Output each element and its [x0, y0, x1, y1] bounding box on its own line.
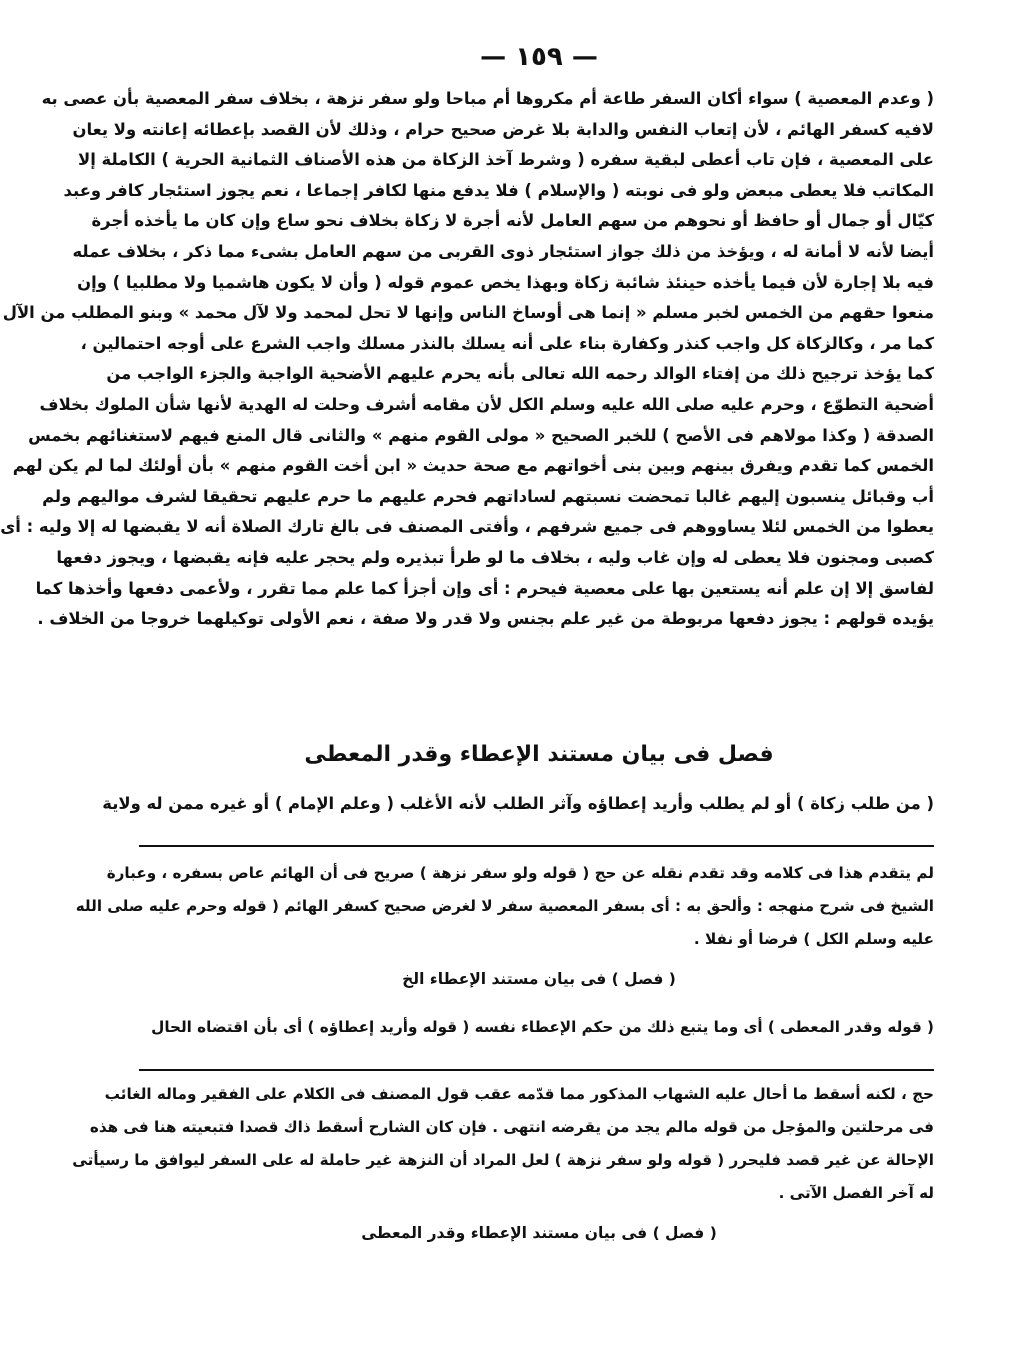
- section-first-line: ( من طلب زكاة ) أو لم يطلب وأريد إعطاؤه وآثر الطلب لأنه الأغلب ( وعلم الإمام ) أو غيره ممن له ولاية: [102, 794, 934, 813]
- section-heading: فصل فى بيان مستند الإعطاء وقدر المعطى: [304, 742, 774, 767]
- main-line: كما مر ، وكالزكاة كل واجب كنذر وكفارة بناء على أنه يسلك بالنذر مسلك واجب الشرع على أوجه احتمالين ،: [80, 333, 934, 353]
- main-line: فيه بلا إجارة لأن فيما يأخذه حينئذ شائبة زكاة وبهذا يخص عموم قوله ( وأن لا يكون هاشميا ولا مطلبيا ) وإن: [77, 272, 934, 292]
- main-line: كصبى ومجنون فلا يعطى له وإن غاب وليه ، بخلاف ما لو طرأ تبذيره ولم يحجر عليه فإنه يقبضها ، ويجوز دفعها: [56, 547, 934, 567]
- section-first-line-block: [102, 788, 934, 820]
- main-line: كيّال أو جمال أو حافظ أو نحوهم من سهم العامل لأنه أجرة لا زكاة بخلاف نحو ساع وإن كان ما يأخذه أجرة: [91, 211, 934, 231]
- main-line: منعوا حقهم من الخمس لخبر مسلم « إنما هى أوساخ الناس وإنها لا تحل لمحمد ولا لآل محمد » وبنو المطلب من الآل: [2, 303, 934, 323]
- footnote-line: الإحالة عن غير قصد فليحرر ( قوله ولو سفر نزهة ) لعل المراد أن النزهة غير حاملة له على السفر ليوافق ما رسيأتى: [72, 1151, 934, 1169]
- footnote-2-heading: ( فصل ) فى بيان مستند الإعطاء وقدر المعطى: [361, 1224, 717, 1242]
- footnote-line: الشيخ فى شرح منهجه : وألحق به : أى بسفر المعصية سفر لا لغرض صحيح كسفر الهائم ( قوله وحرم عليه صلى الله: [75, 897, 934, 915]
- main-line: أضحية التطوّع ، وحرم عليه صلى الله عليه وسلم الكل لأن مقامه أشرف وحلت له الهدية لأنها شأن الملوك بخلاف: [39, 394, 934, 414]
- footnote-line: حج ، لكنه أسقط ما أحال عليه الشهاب المذكور مما قدّمه عقب قول المصنف فى الكلام على الفقير وماله الغائب: [104, 1085, 934, 1103]
- main-line: الخمس كما تقدم ويفرق بينهم وبين بنى أخواتهم مع صحة حديث « ابن أخت القوم منهم » بأن أولئك لما لم يكن لهم: [12, 456, 934, 476]
- footnote-2: [72, 1078, 934, 1210]
- main-line: يعطوا من الخمس لئلا يساووهم فى جميع شرفهم ، وأفتى المصنف فى بالغ تارك الصلاة أنه لا يقبضها له إلا وليه : أى: [0, 517, 934, 537]
- footnote-1-heading: ( فصل ) فى بيان مستند الإعطاء الخ: [402, 970, 676, 988]
- main-line: كما يؤخذ ترجيح ذلك من إفتاء الوالد رحمه الله تعالى بأنه يحرم عليهم الأضحية الواجبة والجزء الواجب من: [106, 364, 934, 384]
- main-line: ( وعدم المعصية ) سواء أكان السفر طاعة أم مكروها أم مباحا ولو سفر نزهة ، بخلاف سفر المعصية بأن عصى به: [41, 89, 934, 108]
- footnote-1: [75, 857, 934, 956]
- footnote-line: فى مرحلتين والمؤجل من قوله مالم يجد من يقرضه انتهى . فإن كان الشارح أسقط ذاك قصدا فتبعيته هنا فى هذه: [89, 1118, 934, 1136]
- main-line: يؤيده قولهم : يجوز دفعها مربوطة من غير علم بجنس ولا قدر ولا صفة ، نعم الأولى توكيلهما خروجا من الخلاف .: [37, 609, 934, 629]
- footnote-line: لم يتقدم هذا فى كلامه وقد تقدم نقله عن حج ( قوله ولو سفر نزهة ) صريح فى أن الهائم عاص بسفره ، وعبارة: [106, 864, 934, 882]
- footnote-1-last: [139, 1011, 934, 1044]
- main-line: أب وقبائل ينسبون إليهم غالبا تمحضت نسبتهم لساداتهم فحرم عليهم ما حرم عليهم تحقيقا لشرف مواليهم ولم: [42, 486, 934, 506]
- main-line: لفاسق إلا إن علم أنه يستعين بها على معصية فيحرم : أى وإن أجزأ كما علم مما تقرر ، ولأعمى دفعها وأخذها كما: [35, 578, 934, 598]
- main-line: لافيه كسفر الهائم ، لأن إتعاب النفس والدابة بلا غرض صحيح حرام ، وذلك لأن القصد بإعطائه إعانته ولا يعان: [72, 119, 934, 139]
- page-number: — ١٥٩ —: [480, 42, 598, 72]
- footnote-line: ( قوله وقدر المعطى ) أى وما يتبع ذلك من حكم الإعطاء نفسه ( قوله وأريد إعطاؤه ) أى بأن اقتضاه الحال: [151, 1018, 934, 1036]
- main-line: على المعصية ، فإن تاب أعطى لبقية سفره ( وشرط آخذ الزكاة من هذه الأصناف الثمانية الحرية ) الكاملة إلا: [77, 150, 934, 170]
- footnote-divider: [139, 845, 934, 847]
- main-line: الصدقة ( وكذا مولاهم فى الأصح ) للخبر الصحيح « مولى القوم منهم » والثانى قال المنع فيهم لاستغنائهم بخمس: [28, 425, 934, 445]
- main-text: [0, 84, 934, 635]
- main-line: المكاتب فلا يعطى مبعض ولو فى نوبته ( والإسلام ) فلا يدفع منها لكافر إجماعا ، نعم يجوز استئجار كافر وعبد: [63, 180, 934, 200]
- main-line: أيضا لأنه لا أمانة له ، ويؤخذ من ذلك جواز استئجار ذوى القربى من سهم العامل بشىء مما ذكر ، بخلاف عمله: [72, 241, 934, 261]
- footnote-line: له آخر الفصل الآتى .: [778, 1184, 934, 1202]
- footnote-line: عليه وسلم الكل ) فرضا أو نفلا .: [693, 930, 934, 948]
- footnote-divider-2: [139, 1069, 934, 1071]
